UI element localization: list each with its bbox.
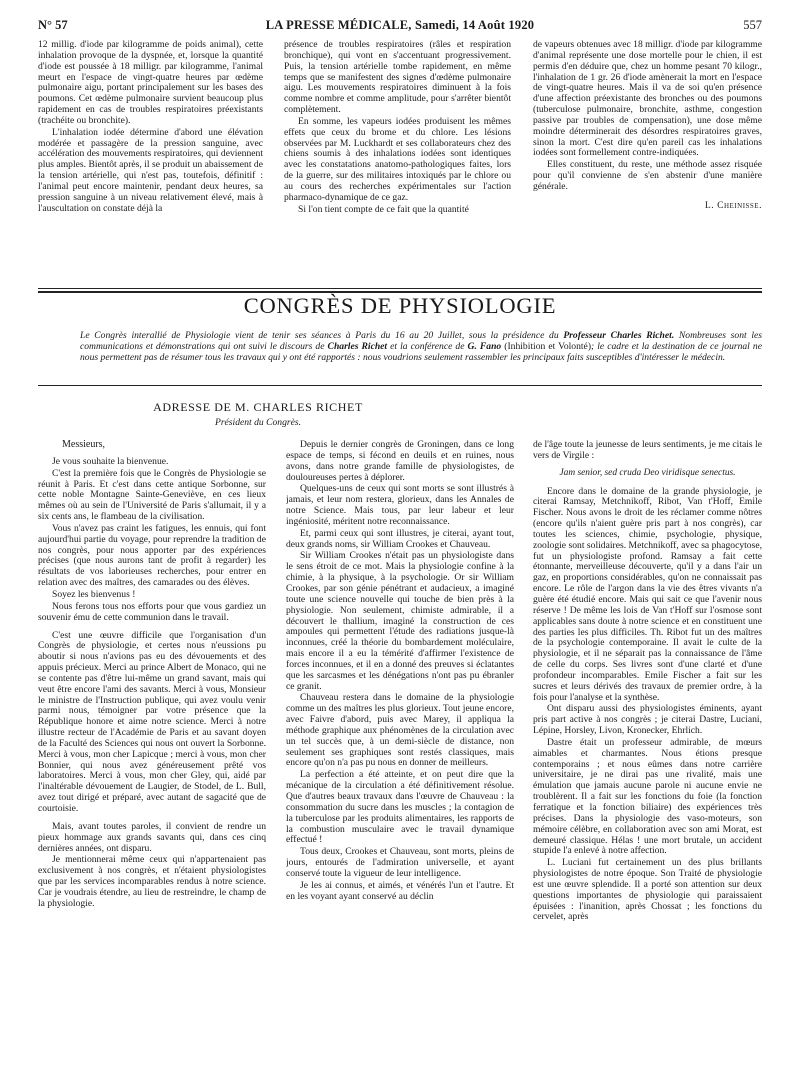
top-column-1 xyxy=(38,40,263,310)
section-title: CONGRÈS DE PHYSIOLOGIE xyxy=(243,293,557,318)
paragraph: C'est la première fois que le Congrès de Physiologie se réunit à Paris. Et c'est dans cette antique Sorbonne, sur cette noble Montagne Sainte-Geneviève, en ces lieux mêmes où au sein de l'Université de Paris s'allumait, il y a six cents ans, le flambeau de la civilisation. xyxy=(38,467,266,523)
paragraph: Soyez les bienvenus ! xyxy=(52,588,136,600)
body-column-2 xyxy=(286,440,514,1060)
paragraph: de l'âge toute la jeunesse de leurs sentiments, je me citais le vers de Virgile : xyxy=(533,440,762,461)
intro-text: ; le cadre et la destination de ce journal ne nous permettent pas de résumer tous les travaux qui y ont été rapportés : nous voudrions seulement rassembler les principaux faits susceptibles d'intéresser le médecin. xyxy=(80,341,762,364)
intro-divider xyxy=(38,385,762,386)
intro-text: Nombreuses sont les communications et démonstrations qui ont suivi le discours de xyxy=(80,330,762,353)
issue-number: N° 57 xyxy=(38,18,68,32)
paragraph: Si l'on tient compte de ce fait que la quantité xyxy=(298,203,469,215)
paragraph: Depuis le dernier congrès de Groningen, dans ce long espace de temps, si fécond en deuils et en ruines, nous avons, dans notre grande famille de physiologistes, de douloureuses pertes à déplorer. xyxy=(286,440,514,483)
section-divider xyxy=(38,288,762,289)
body-column-1 xyxy=(38,440,266,1060)
address-title: ADRESSE DE M. CHARLES RICHET xyxy=(153,400,363,414)
paragraph: Je vous souhaite la bienvenue. xyxy=(52,455,169,467)
intro-text: et la conférence de xyxy=(387,341,468,353)
top-column-3 xyxy=(533,40,762,310)
paragraph: de vapeurs obtenues avec 18 milligr. d'iode par kilogramme d'animal représente une dose mortelle pour le chien, il est permis d'en déduire que, chez un homme pesant 70 kilogr., l'inhalation de 1 gr. 26 d'iode amènerait la mort en l'espace de vingt-quatre heures. Mais il va de soi qu'en présence d'une affection préexistante des bronches ou des poumons (tuberculose pulmonaire, bronchite, asthme, congestion passive par troubles de compensation), une dose même moindre déterminerait des désordres respiratoires graves, sinon la mort. C'est dire qu'en pareil cas les inhalations iodées sont formellement contre-indiquées. xyxy=(533,40,762,159)
intro-fano-note: (Inhibition et Volonté) xyxy=(501,341,592,353)
paragraph: Mais, avant toutes paroles, il convient de rendre un pieux hommage aux grands savants qui, dans ces cinq dernières années, ont disparu. xyxy=(38,820,266,854)
intro-text: Le Congrès interallié de Physiologie vient de tenir ses séances à Paris du 16 au 20 Juillet, sous la présidence du xyxy=(80,330,564,341)
paragraph: Tous deux, Crookes et Chauveau, sont morts, pleins de jours, entourés de l'admiration universelle, et ayant conservé toute la vigueur de leur intelligence. xyxy=(286,846,514,879)
intro-fano: G. Fano xyxy=(467,341,502,353)
author-signature: L. Cheinisse. xyxy=(704,199,762,211)
paragraph: Dastre était un professeur admirable, de mœurs aimables et charmantes. Nous étions presque contemporains ; et nous eûmes dans notre carrière universitaire, je ne dirai pas une rivalité, mais une émulation que jamais aucune parole ni aucune envie ne troublèrent. Il a fait sur les fonctions du foie (la fonction ferratique et la fonction biliaire) des expériences très précises. Dans la physiologie des vaso-moteurs, son mémoire célèbre, en collaboration avec son ami Morat, est demeuré classique. Hélas ! une mort brutale, un accident stupide l'a enlevé à notre affection. xyxy=(533,736,762,857)
paragraph: L'inhalation iodée détermine d'abord une élévation modérée et passagère de la pression sanguine, avec accélération des mouvements respiratoires, qui deviennent plus amples. Bientôt après, il se produit un abaissement de la tension artérielle, qui n'est pas, toutefois, définitif : l'animal peut encore maintenir, pendant deux heures, sa pression sanguine à un niveau relativement élevé, mais à l'auscultation on constate déjà la xyxy=(38,126,263,214)
paragraph: En somme, les vapeurs iodées produisent les mêmes effets que ceux du brome et du chlore. Les lésions observées par M. Luckhardt et ses collaborateurs chez des chiens soumis à des inhalations iodées sont identiques avec les constatations anatomo-pathologiques faites, lors de la guerre, sur des militaires intoxiqués par le chlore ou au cours des recherches expérimentales sur l'action pharmaco-dynamique de ce gaz. xyxy=(284,115,511,203)
body-column-3 xyxy=(533,440,762,1060)
paragraph: Vous n'avez pas craint les fatigues, les ennuis, qui font aujourd'hui partie du voyage, pour reprendre la tradition de nos congrès, pour nous apporter par des expériences précises (que nous aurons tant de profit à regarder) les résultats de vos laborieuses recherches, pour entrer en relation avec des maîtres, des camarades ou des élèves. xyxy=(38,522,266,589)
paragraph: L. Luciani fut certainement un des plus brillants physiologistes de notre époque. Son Traité de physiologie est une œuvre splendide. Il a porté son attention sur deux questions importantes de physiologie qui paraissaient épuisées : l'inanition, après Chossat ; les fonctions du cervelet, après xyxy=(533,857,762,923)
paragraph: Chauveau restera dans le domaine de la physiologie comme un des maîtres les plus glorieux. Tout jeune encore, avec Faivre d'abord, puis avec Marey, il appliqua la méthode graphique aux phénomènes de la circulation avec un tel succès que, à un demi-siècle de distance, non seulement ses graphiques sont restés classiques, mais encore qu'on n'a pas pu nous en donner de meilleurs. xyxy=(286,692,514,769)
congress-intro xyxy=(80,330,762,364)
paragraph: présence de troubles respiratoires (râles et respiration bronchique), qui vont en s'accentuant progressivement. Puis, la tension artérielle tombe rapidement, en même temps que se manifestent des signes d'œdème pulmonaire aigu. Les mouvements respiratoires diminuent à la fois comme nombre et comme amplitude, pour s'arrêter bientôt complètement. xyxy=(284,40,511,116)
paragraph: Elles constituent, du reste, une méthode assez risquée pour qu'il convienne de s'en abstenir d'une manière générale. xyxy=(533,159,762,192)
paragraph: Et, parmi ceux qui sont illustres, je citerai, ayant tout, deux grands noms, sir William Crookes et Chauveau. xyxy=(286,527,514,550)
intro-richet: Professeur Charles Richet. xyxy=(563,330,675,341)
paragraph: Nous ferons tous nos efforts pour que vous gardiez un souvenir ému de cette communion dans le travail. xyxy=(38,600,266,623)
page-number: 557 xyxy=(743,18,762,32)
latin-quote: Jam senior, sed cruda Deo viridisque senectus. xyxy=(559,467,736,478)
paragraph: Quelques-uns de ceux qui sont morts se sont illustrés à jamais, et leur nom restera, glorieux, dans les Annales de notre Science. Mais tous, par leur labeur et leur ingéniosité, méritent notre reconnaissance. xyxy=(286,483,514,527)
paragraph: Encore dans le domaine de la grande physiologie, je citerai Ramsay, Metchnikoff, Ribot, Van t'Hoff, Emile Fischer. Nous avons le droit de les réclamer comme nôtres (encore qu'ils n'aient guère pris part à nos congrès), car toutes les sciences, chimie, psychologie, physique, zoologie sont solidaires. Metchnikoff, avec sa phagocytose, fut un physiologiste profond. Ramsay a fait cette étonnante, merveilleuse découverte, qu'il y a dans l'air un gaz, en proportions considérables, qu'on ne connaissait pas encore. Le rôle de l'argon dans la vie des êtres vivants n'a guère été étudié encore. Mais qui sait ce que l'avenir nous réserve ! De même les lois de Van t'Hoff sur l'osmose sont applicables sans doute à notre science et en constituent une des parties les plus difficiles. Th. Ribot fut un des maîtres de la psychologie contemporaine. Il avait le culte de la physiologie, et il ne séparait pas la connaissance de l'âme de celle du corps. Ses livres sont d'une clarté et d'une profondeur incomparables. Emile Fischer a fait sur les sucres et leurs dérivés des travaux de premier ordre, à la fois pour l'analyse et la synthèse. xyxy=(533,485,762,703)
paragraph: Je les ai connus, et aimés, et vénérés l'un et l'autre. Et en les voyant ayant conservé au déclin xyxy=(286,879,514,902)
journal-title: LA PRESSE MÉDICALE, Samedi, 14 Août 1920 xyxy=(265,18,535,32)
top-column-2 xyxy=(284,40,511,310)
paragraph: Sir William Crookes n'était pas un physiologiste dans le sens étroit de ce mot. Mais la physiologie confine à la chimie, à la physique, à la psychologie. Or sir William Crookes, par son génie pénétrant et audacieux, a imaginé toute une science nouvelle qui touche de bien près à la physiologie. Non seulement, chimiste admirable, il a découvert le thallium, imaginé la construction de ces ampoules qui permettent l'étude des radiations jusque-là inconnues, créé la théorie du bombardement moléculaire, mais encore il a eu la témérité d'affirmer l'existence de forces inconnues, et il en a donné des preuves si éclatantes que les sarcasmes et les dénégations n'ont pas pu ébranler ce granit. xyxy=(286,550,514,692)
paragraph: C'est une œuvre difficile que l'organisation d'un Congrès de physiologie, et certes nous n'eussions pu aboutir si nous n'avions pas eu des dévouements et des appuis précieux. Merci au prince Albert de Monaco, qui ne se contente pas d'être lui-même un grand savant, mais qui veut être encore l'ami des savants. Merci à vous, Monsieur le ministre de l'Instruction publique, qui avez voulu venir parmi nous, témoigner par votre présence que la République honore et aime notre science. Merci à notre illustre recteur de l'Académie de Paris et au savant doyen de la Faculté des Sciences qui nous ont ouvert la Sorbonne. Merci à vous, mon cher Lapicque ; merci à vous, mon cher Bonnier, qui nous avez généreusement prêté vos laboratoires. Merci à vous, mon cher Gley, qui, aidé par l'inaltérable dévouement de Laugier, de Stodel, de L. Bull, avez tout dirigé et préparé, avec autant de sagacité que de courtoisie. xyxy=(38,629,266,814)
paragraph: 12 millig. d'iode par kilogramme de poids animal), cette inhalation provoque de la dyspnée, et, lorsque la quantité d'iode est poussée à 18 milligr. par kilogramme, l'animal meurt en l'espace de vingt-quatre heures par œdème pulmonaire aigu, portant principalement sur les bases des poumons. Cet œdème pulmonaire survient beaucoup plus rapidement en cas de troubles respiratoires préexistants (trachéite ou bronchite). xyxy=(38,40,263,126)
paragraph: Je mentionnerai même ceux qui n'appartenaient pas exclusivement à nos congrès, et n'étaient physiologistes que par les services incomparables rendus à notre science. Car je voudrais étendre, au lieu de restreindre, le champ de la physiologie. xyxy=(38,854,266,909)
page-header xyxy=(38,18,762,36)
address-subtitle: Président du Congrès. xyxy=(214,417,302,428)
intro-richet-name: Charles Richet xyxy=(327,341,388,353)
paragraph: La perfection a été atteinte, et on peut dire que la mécanique de la circulation a été définitivement résolue. Que d'autres beaux travaux dans l'œuvre de Chauveau : la consommation du sucre dans les muscles ; la contagion de la tuberculose par les produits alimentaires, les rapports de la combustion musculaire avec le travail dynamique effectué ! xyxy=(286,769,514,846)
paragraph: Ont disparu aussi des physiologistes éminents, ayant pris part active à nos congrès ; je citerai Dastre, Luciani, Lépine, Horsley, Livon, Kronecker, Ehrlich. xyxy=(533,703,762,737)
salutation: Messieurs, xyxy=(62,440,106,450)
